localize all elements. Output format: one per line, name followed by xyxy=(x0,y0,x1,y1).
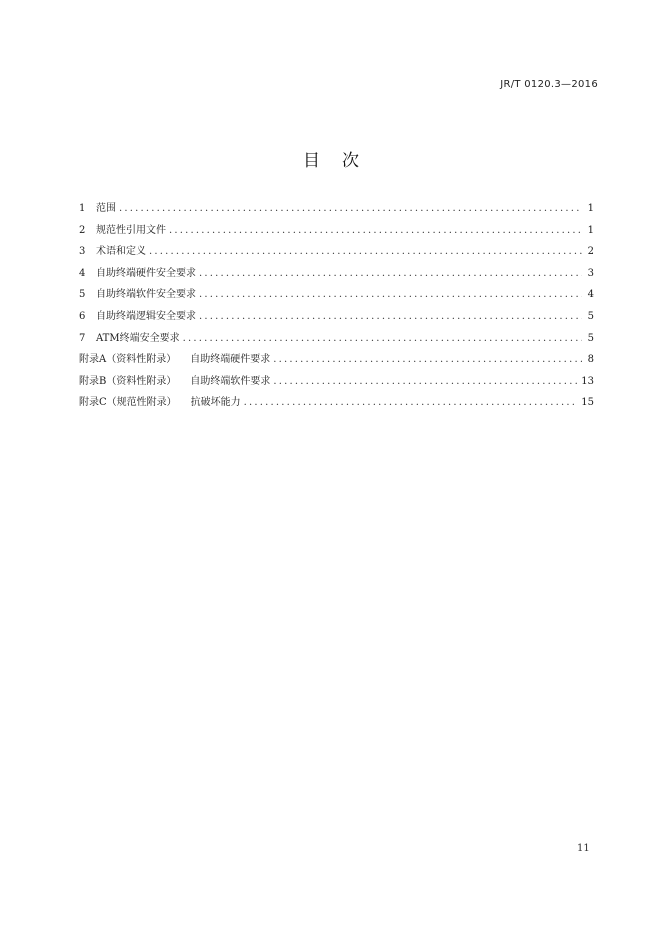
dot-leader xyxy=(119,198,582,220)
standard-code-header: JR/T 0120.3—2016 xyxy=(500,79,598,90)
toc-entry-1[interactable] xyxy=(79,198,594,220)
toc-entry-page: 3 xyxy=(587,267,594,279)
toc-entry-4[interactable] xyxy=(79,263,594,285)
toc-entry-page: 8 xyxy=(587,354,594,366)
toc-entry-page: 1 xyxy=(587,203,594,214)
toc-entry-appendix-c[interactable] xyxy=(79,392,594,414)
toc-entry-number: 2 xyxy=(79,224,86,236)
toc-entry-label: 自助终端软件要求 xyxy=(190,375,271,387)
dot-leader xyxy=(199,284,582,306)
toc-entry-page: 13 xyxy=(581,375,594,387)
toc-entry-page: 15 xyxy=(581,397,594,409)
toc-entry-label: 抗破坏能力 xyxy=(190,397,241,409)
toc-entry-number: 7 xyxy=(79,332,86,344)
toc-entry-label: 自助终端逻辑安全要求 xyxy=(96,310,196,322)
toc-entry-label: 自助终端硬件要求 xyxy=(190,354,271,366)
dot-leader xyxy=(273,371,577,393)
toc-appendix-prefix: 附录A（资料性附录） xyxy=(79,354,177,366)
toc-entry-page: 4 xyxy=(587,289,594,301)
toc-entry-page: 2 xyxy=(587,246,594,258)
table-of-contents xyxy=(79,198,594,414)
toc-entry-7[interactable] xyxy=(79,328,594,350)
toc-appendix-prefix: 附录C（规范性附录） xyxy=(79,397,177,409)
toc-entry-label: 自助终端软件安全要求 xyxy=(96,289,196,301)
toc-entry-appendix-a[interactable] xyxy=(79,349,594,371)
dot-leader xyxy=(149,241,582,263)
dot-leader xyxy=(169,220,582,242)
dot-leader xyxy=(199,306,582,328)
toc-entry-3[interactable] xyxy=(79,241,594,263)
toc-entry-number: 1 xyxy=(79,203,86,214)
toc-entry-appendix-b[interactable] xyxy=(79,371,594,393)
toc-entry-page: 5 xyxy=(587,332,594,344)
toc-entry-label: ATM终端安全要求 xyxy=(96,332,180,344)
dot-leader xyxy=(244,392,578,414)
toc-entry-number: 4 xyxy=(79,267,86,279)
toc-entry-label: 范围 xyxy=(96,203,116,214)
toc-entry-page: 1 xyxy=(587,224,594,236)
toc-entry-6[interactable] xyxy=(79,306,594,328)
toc-appendix-prefix: 附录B（资料性附录） xyxy=(79,375,177,387)
toc-entry-number: 6 xyxy=(79,310,86,322)
toc-entry-5[interactable] xyxy=(79,284,594,306)
toc-entry-page: 5 xyxy=(587,310,594,322)
toc-entry-number: 5 xyxy=(79,289,86,301)
page-title: 目次 xyxy=(303,151,381,171)
dot-leader xyxy=(273,349,582,371)
dot-leader xyxy=(183,328,582,350)
toc-entry-label: 规范性引用文件 xyxy=(96,224,166,236)
dot-leader xyxy=(199,263,582,285)
toc-entry-number: 3 xyxy=(79,246,86,258)
toc-entry-2[interactable] xyxy=(79,220,594,242)
toc-entry-label: 自助终端硬件安全要求 xyxy=(96,267,196,279)
toc-entry-label: 术语和定义 xyxy=(96,246,146,258)
page-number: 11 xyxy=(577,843,590,854)
